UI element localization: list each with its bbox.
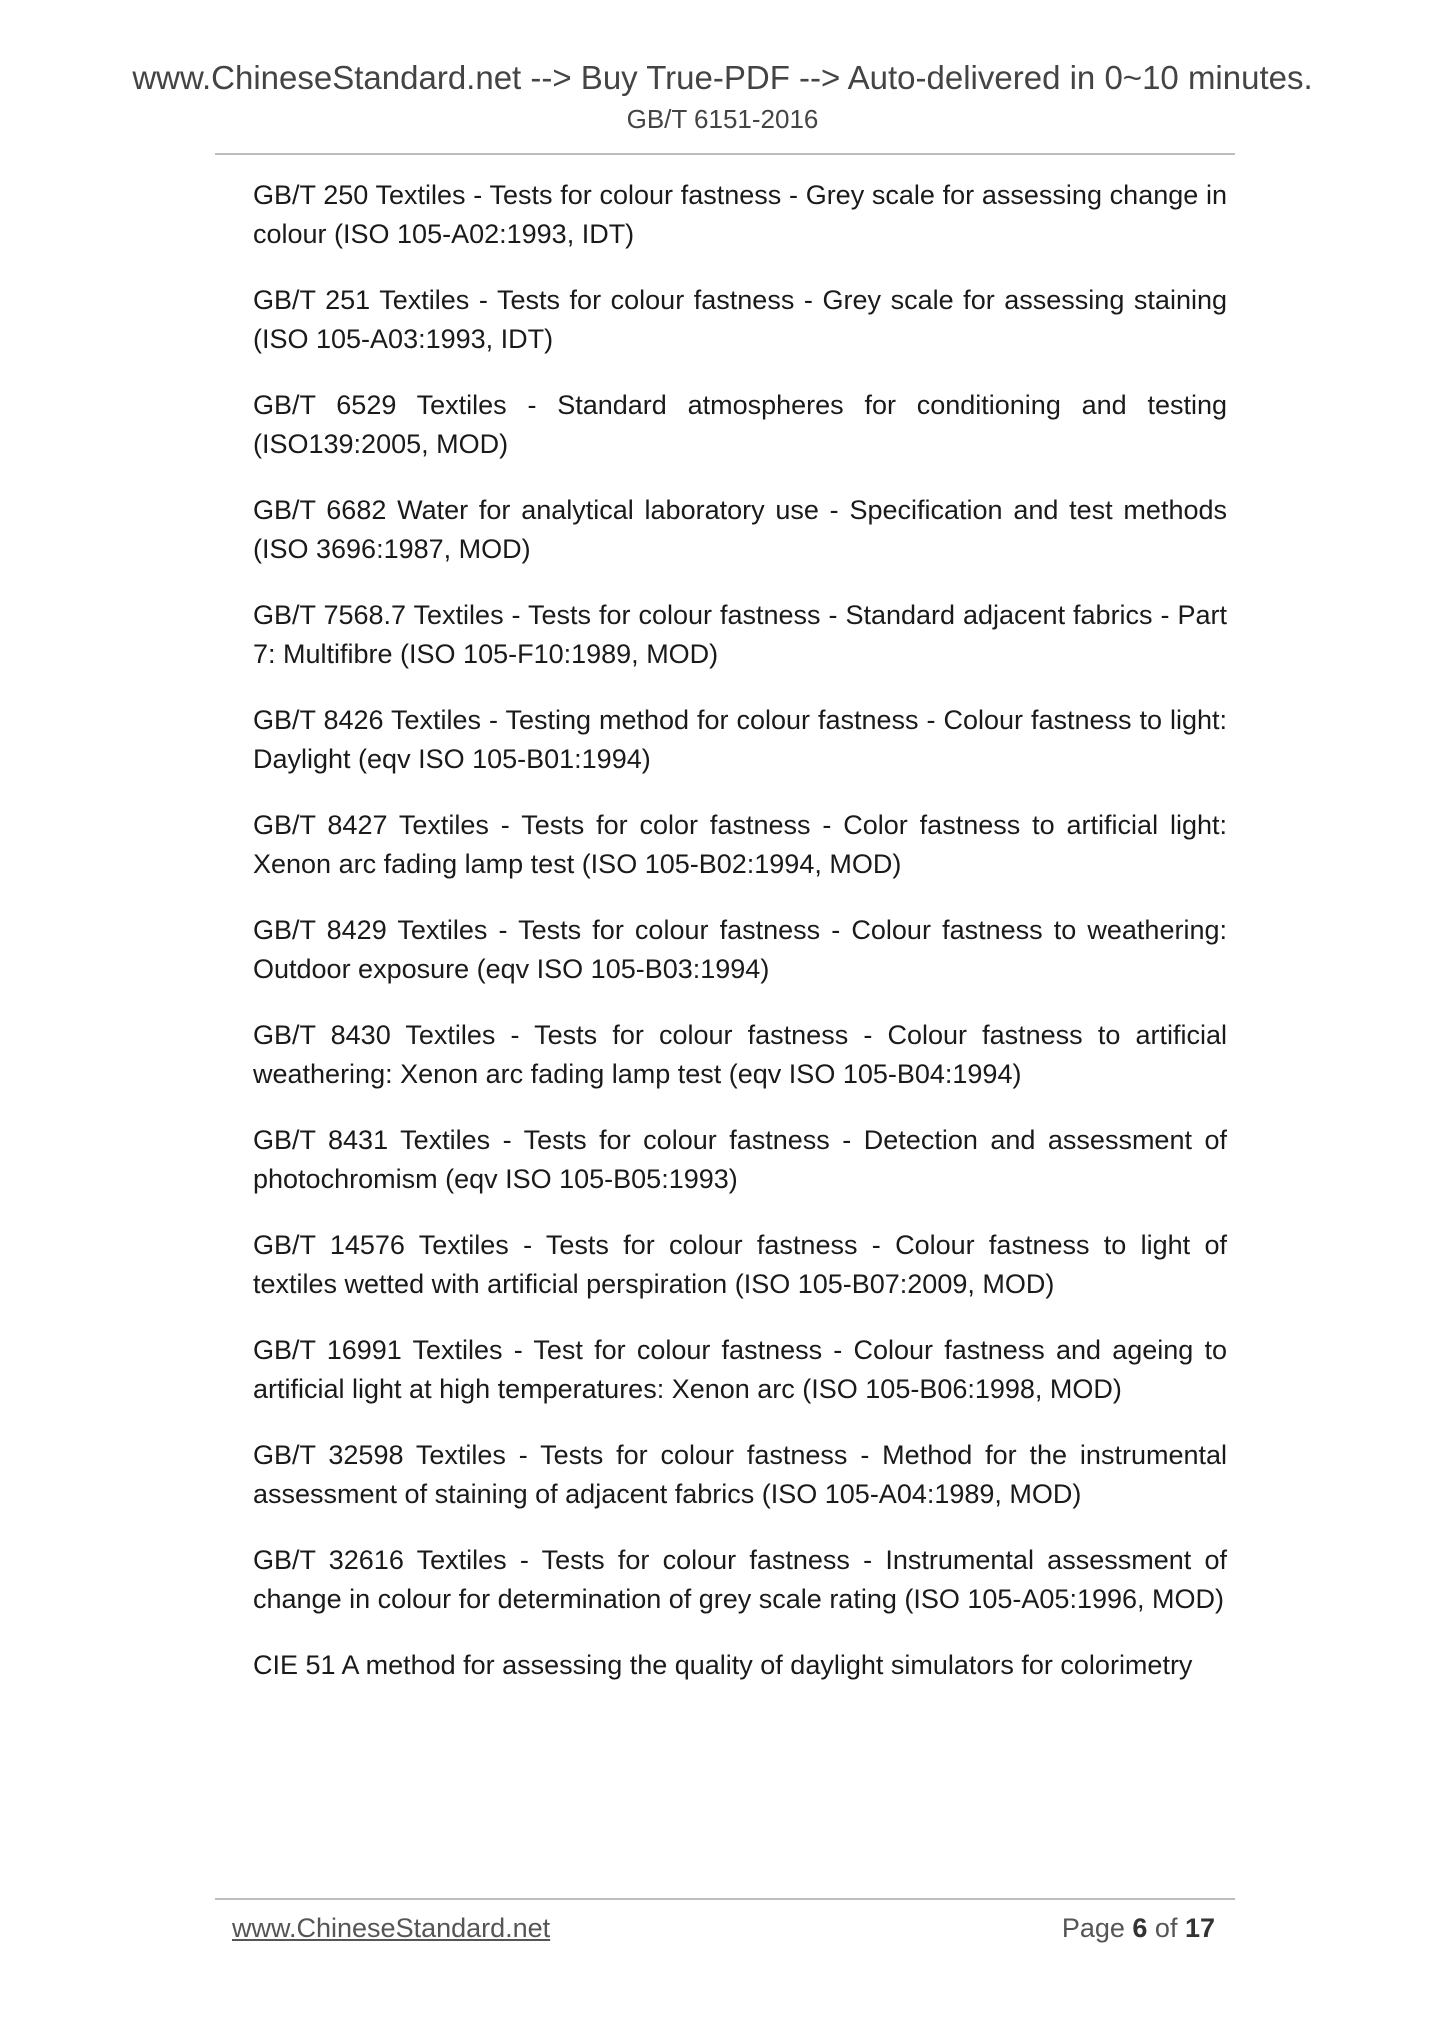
- reference-gbt-8426: GB/T 8426 Textiles - Testing method for colour fastness - Colour fastness to light: Daylight (eqv ISO 105-B01:1994): [253, 705, 1227, 774]
- page-of: of: [1147, 1913, 1185, 1943]
- reference-gbt-251: GB/T 251 Textiles - Tests for colour fastness - Grey scale for assessing staining (ISO 105-A03:1993, IDT): [253, 285, 1227, 354]
- footer-divider: [215, 1898, 1235, 1900]
- normative-references-list: [253, 176, 1227, 1712]
- reference-gbt-8427: GB/T 8427 Textiles - Tests for color fastness - Color fastness to artificial light: Xenon arc fading lamp test (ISO 105-B02:1994, MOD): [253, 810, 1227, 879]
- page-current: 6: [1132, 1913, 1148, 1943]
- reference-gbt-7568-7: GB/T 7568.7 Textiles - Tests for colour fastness - Standard adjacent fabrics - Part 7: Multifibre (ISO 105-F10:1989, MOD): [253, 600, 1227, 669]
- reference-gbt-8430: GB/T 8430 Textiles - Tests for colour fastness - Colour fastness to artificial weathering: Xenon arc fading lamp test (eqv ISO 105-B04:1994): [253, 1020, 1227, 1089]
- reference-gbt-6529: GB/T 6529 Textiles - Standard atmospheres for conditioning and testing (ISO139:2005, MOD): [253, 390, 1227, 459]
- reference-gbt-250: GB/T 250 Textiles - Tests for colour fastness - Grey scale for assessing change in colour (ISO 105-A02:1993, IDT): [253, 180, 1227, 249]
- reference-gbt-8431: GB/T 8431 Textiles - Tests for colour fastness - Detection and assessment of photochromism (eqv ISO 105-B05:1993): [253, 1125, 1227, 1194]
- footer-site-link[interactable]: www.ChineseStandard.net: [232, 1913, 551, 1943]
- header-divider: [215, 153, 1235, 155]
- reference-gbt-16991: GB/T 16991 Textiles - Test for colour fastness - Colour fastness and ageing to artificial light at high temperatures: Xenon arc (ISO 105-B06:1998, MOD): [253, 1335, 1227, 1404]
- page-prefix: Page: [1061, 1913, 1133, 1943]
- page-number: [1062, 1911, 1215, 1945]
- reference-gbt-6682: GB/T 6682 Water for analytical laboratory use - Specification and test methods (ISO 3696:1987, MOD): [253, 495, 1227, 564]
- reference-gbt-32616: GB/T 32616 Textiles - Tests for colour fastness - Instrumental assessment of change in colour for determination of grey scale rating (ISO 105-A05:1996, MOD): [253, 1545, 1227, 1614]
- page-total: 17: [1184, 1913, 1215, 1943]
- document-id: GB/T 6151-2016: [626, 104, 819, 134]
- reference-gbt-32598: GB/T 32598 Textiles - Tests for colour fastness - Method for the instrumental assessment of staining of adjacent fabrics (ISO 105-A04:1989, MOD): [253, 1440, 1227, 1509]
- header-banner: www.ChineseStandard.net --> Buy True-PDF --> Auto-delivered in 0~10 minutes.: [132, 59, 1313, 96]
- reference-cie-51: CIE 51 A method for assessing the quality of daylight simulators for colorimetry: [253, 1650, 1193, 1680]
- reference-gbt-8429: GB/T 8429 Textiles - Tests for colour fastness - Colour fastness to weathering: Outdoor exposure (eqv ISO 105-B03:1994): [253, 915, 1227, 984]
- reference-gbt-14576: GB/T 14576 Textiles - Tests for colour fastness - Colour fastness to light of textiles wetted with artificial perspiration (ISO 105-B07:2009, MOD): [253, 1230, 1227, 1299]
